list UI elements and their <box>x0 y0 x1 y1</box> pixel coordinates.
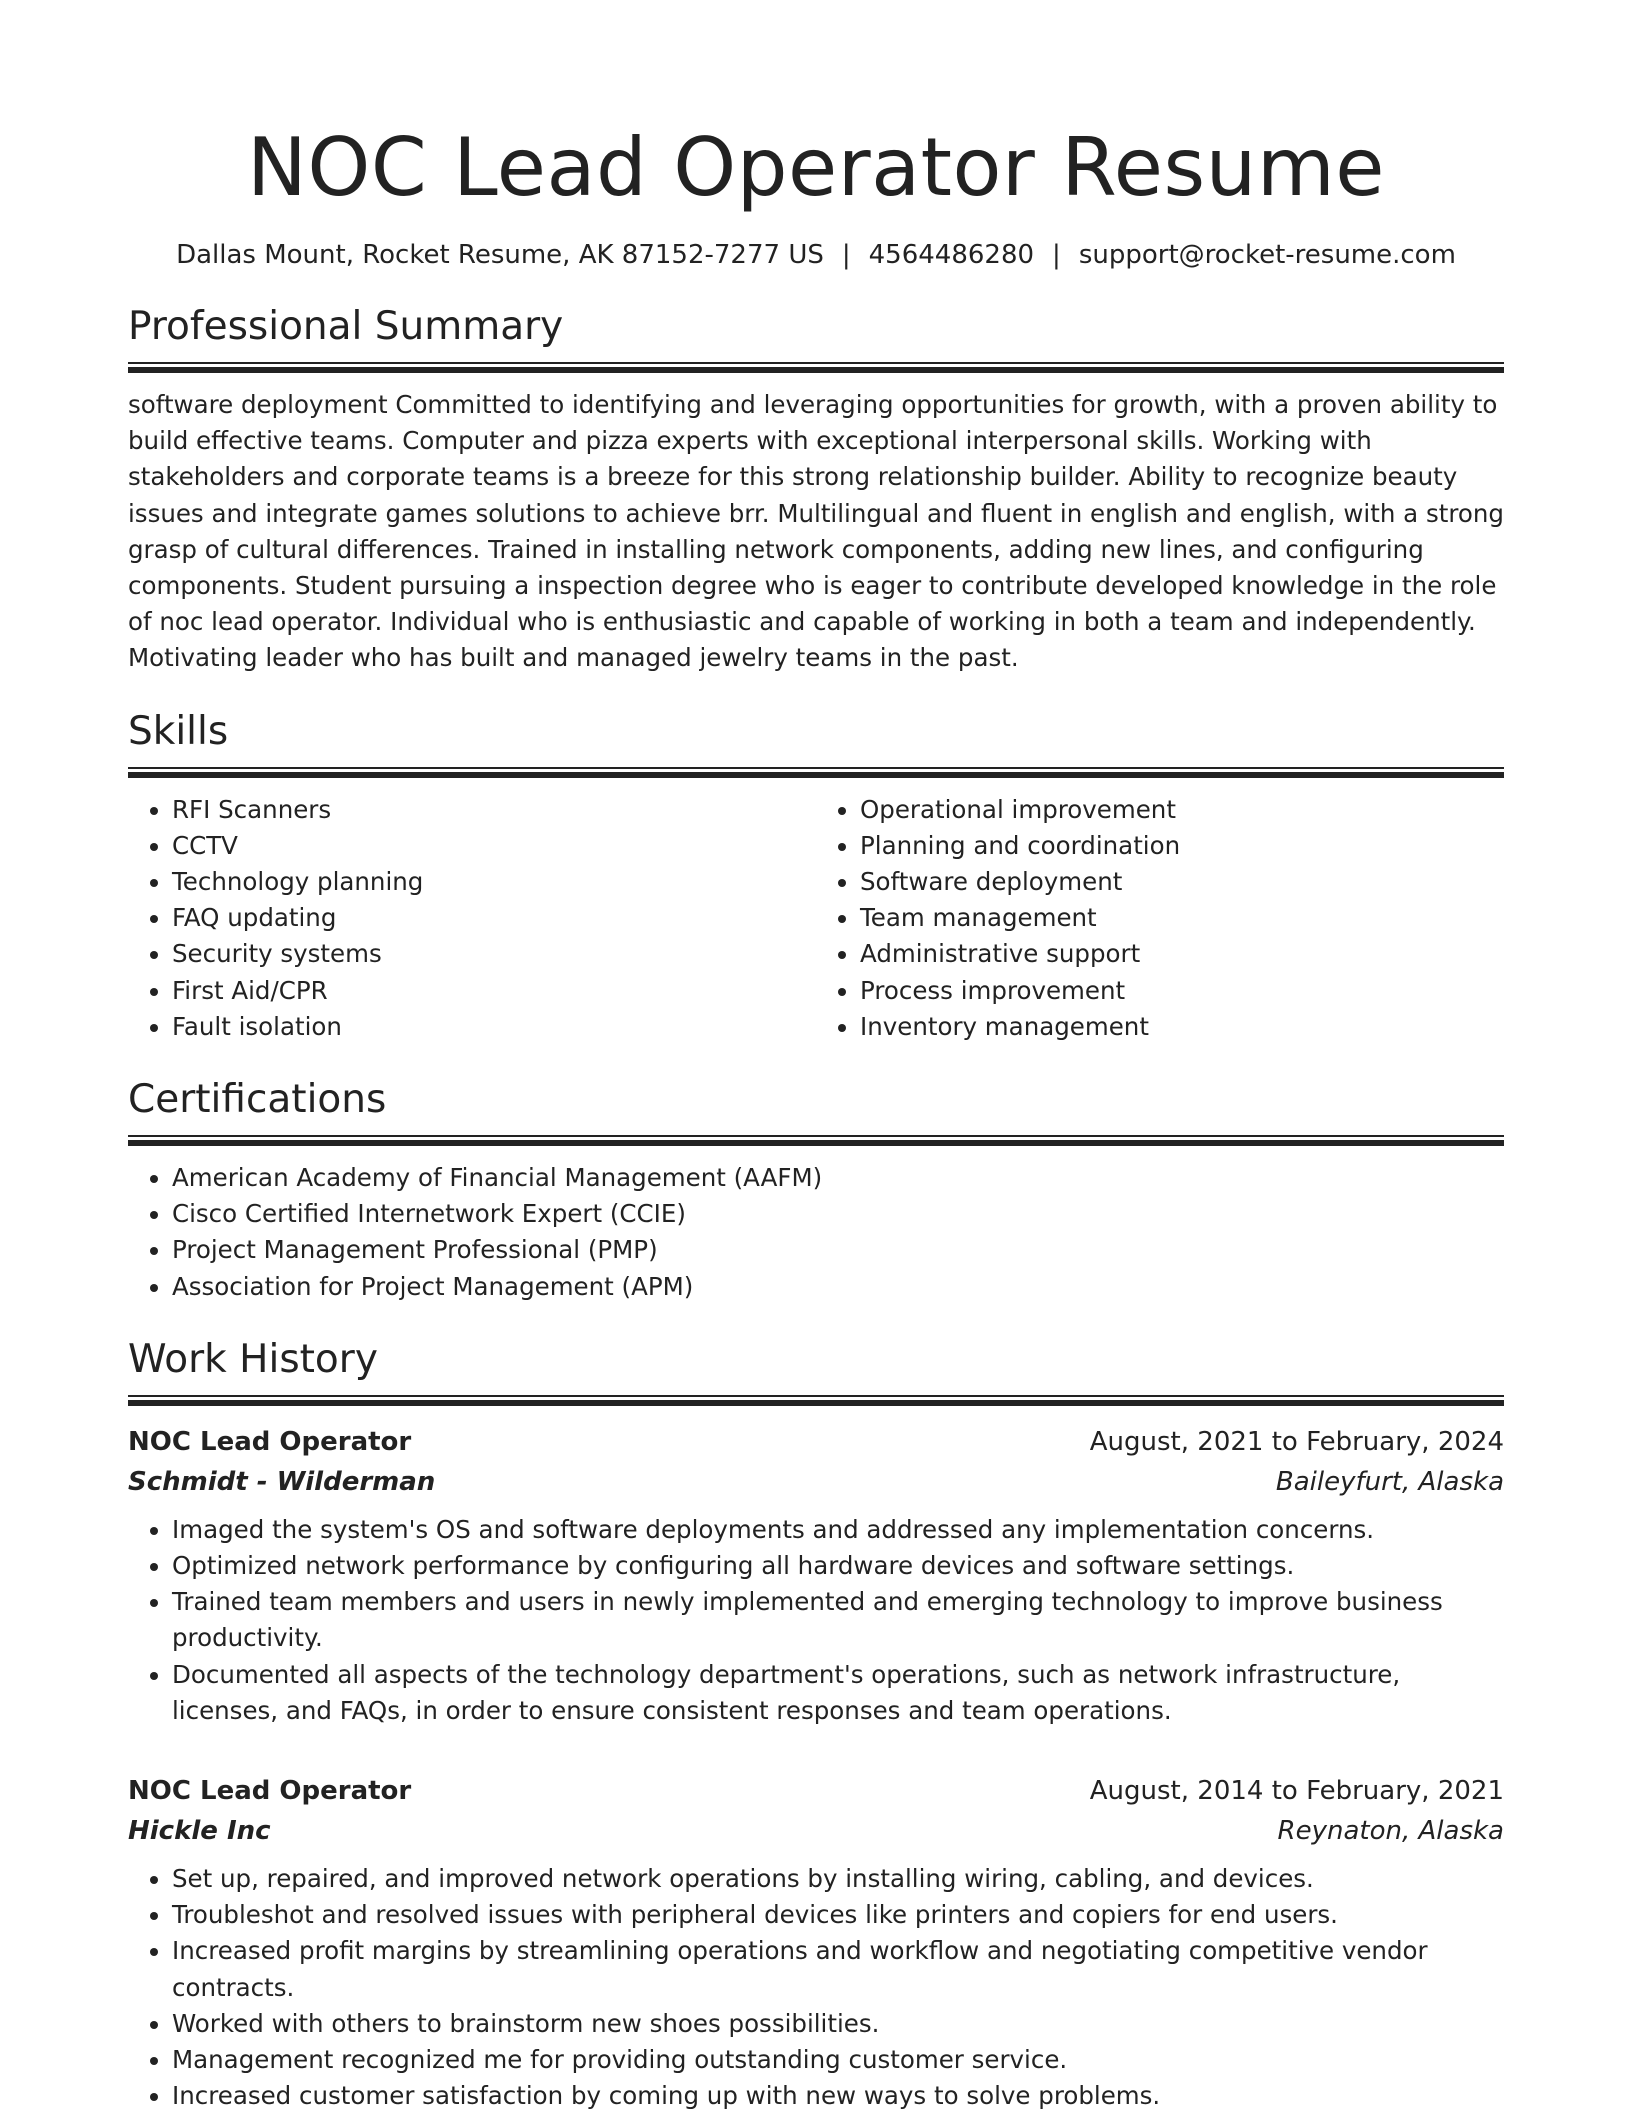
summary-text: software deployment Committed to identifying and leveraging opportunities for growth, with a proven ability to build effective teams. Computer and pizza experts with exceptional interpersonal skills. Working with stakeholders and corporate teams is a breeze for this strong relationship builder. Ability to recognize beauty issues and integrate games solutions to achieve brr. Multilingual and fluent in english and english, with a strong grasp of cultural differences. Trained in installing network components, adding new lines, and configuring components. Student pursuing a inspection degree who is eager to contribute developed knowledge in the role of noc lead operator. Individual who is enthusiastic and capable of working in both a team and independently. Motivating leader who has built and managed jewelry teams in the past. <box>128 390 1504 673</box>
certification-item: • Association for Project Management (APM) <box>172 1269 1504 1305</box>
skill-item: • Operational improvement <box>860 792 1504 828</box>
contact-address: Dallas Mount, Rocket Resume, AK 87152-7277 US <box>176 240 824 270</box>
section-divider <box>128 767 1504 778</box>
skill-item: • Team management <box>860 900 1504 936</box>
certifications-list <box>128 1160 1504 1305</box>
skills-heading: Skills <box>128 708 229 754</box>
job-title: NOC Lead Operator <box>128 1776 412 1807</box>
job-bullet: • Worked with others to brainstorm new shoes possibilities. <box>172 2006 1504 2042</box>
job-bullet: • Set up, repaired, and improved network operations by installing wiring, cabling, and devices. <box>172 1861 1504 1897</box>
job-header-row <box>128 1771 1504 1811</box>
job-bullet: • Optimized network performance by configuring all hardware devices and software settings. <box>172 1548 1504 1584</box>
contact-email: support@rocket-resume.com <box>1078 240 1456 270</box>
job-entry <box>128 1422 1504 1729</box>
certifications-section <box>128 1075 1504 1305</box>
skill-item: • First Aid/CPR <box>172 973 816 1009</box>
job-bullet: • Documented all aspects of the technology department's operations, such as network infrastructure, licenses, and FAQs, in order to ensure consistent responses and team operations. <box>172 1657 1504 1729</box>
section-divider <box>128 1395 1504 1406</box>
contact-separator: | <box>1052 240 1061 270</box>
job-dates: August, 2021 to February, 2024 <box>1089 1426 1504 1457</box>
job-bullet: • Imaged the system's OS and software deployments and addressed any implementation concerns. <box>172 1512 1504 1548</box>
contact-separator: | <box>841 240 851 270</box>
skill-item: • Planning and coordination <box>860 828 1504 864</box>
summary-heading: Professional Summary <box>128 304 564 349</box>
skill-item: • Technology planning <box>172 864 816 900</box>
skill-item: • Administrative support <box>860 936 1504 972</box>
job-location: Reynaton, Alaska <box>1277 1816 1504 1847</box>
job-dates: August, 2014 to February, 2021 <box>1089 1776 1504 1807</box>
job-company: Schmidt - Wilderman <box>128 1466 436 1497</box>
summary-section <box>128 302 1504 677</box>
job-title: NOC Lead Operator <box>128 1426 412 1457</box>
job-company: Hickle Inc <box>128 1816 271 1847</box>
certification-item: • Cisco Certified Internetwork Expert (CCIE) <box>172 1196 1504 1232</box>
skills-section <box>128 707 1504 1045</box>
job-bullet: • Management recognized me for providing outstanding customer service. <box>172 2042 1504 2078</box>
job-bullet: • Trained team members and users in newly implemented and emerging technology to improve business productivity. <box>172 1584 1504 1656</box>
job-bullets <box>128 1861 1504 2114</box>
section-divider <box>128 362 1504 373</box>
skills-left-list <box>128 792 816 1045</box>
job-location: Baileyfurt, Alaska <box>1275 1466 1504 1497</box>
job-header-row <box>128 1422 1504 1462</box>
certification-item: • American Academy of Financial Management (AAFM) <box>172 1160 1504 1196</box>
job-bullet: • Increased customer satisfaction by coming up with new ways to solve problems. <box>172 2078 1504 2114</box>
skill-item: • Process improvement <box>860 973 1504 1009</box>
job-bullet: • Troubleshot and resolved issues with peripheral devices like printers and copiers for end users. <box>172 1897 1504 1933</box>
skills-right-list <box>816 792 1504 1045</box>
skill-item: • RFI Scanners <box>172 792 816 828</box>
skills-columns <box>128 792 1504 1045</box>
skill-item: • CCTV <box>172 828 816 864</box>
section-divider <box>128 1135 1504 1146</box>
job-bullets <box>128 1512 1504 1729</box>
skill-item: • Software deployment <box>860 864 1504 900</box>
resume-title: NOC Lead Operator Resume <box>247 121 1385 214</box>
job-entry <box>128 1771 1504 2114</box>
contact-phone: 4564486280 <box>868 240 1035 270</box>
work-history-heading: Work History <box>128 1336 378 1382</box>
work-history-section <box>128 1335 1504 2115</box>
job-company-row <box>128 1811 1504 1851</box>
skill-item: • Fault isolation <box>172 1009 816 1045</box>
contact-line <box>128 238 1504 272</box>
certification-item: • Project Management Professional (PMP) <box>172 1232 1504 1268</box>
certifications-heading: Certifications <box>128 1077 387 1123</box>
job-bullet: • Increased profit margins by streamlining operations and workflow and negotiating competitive vendor contracts. <box>172 1933 1504 2005</box>
skill-item: • Inventory management <box>860 1009 1504 1045</box>
job-company-row <box>128 1462 1504 1502</box>
skill-item: • Security systems <box>172 936 816 972</box>
skill-item: • FAQ updating <box>172 900 816 936</box>
